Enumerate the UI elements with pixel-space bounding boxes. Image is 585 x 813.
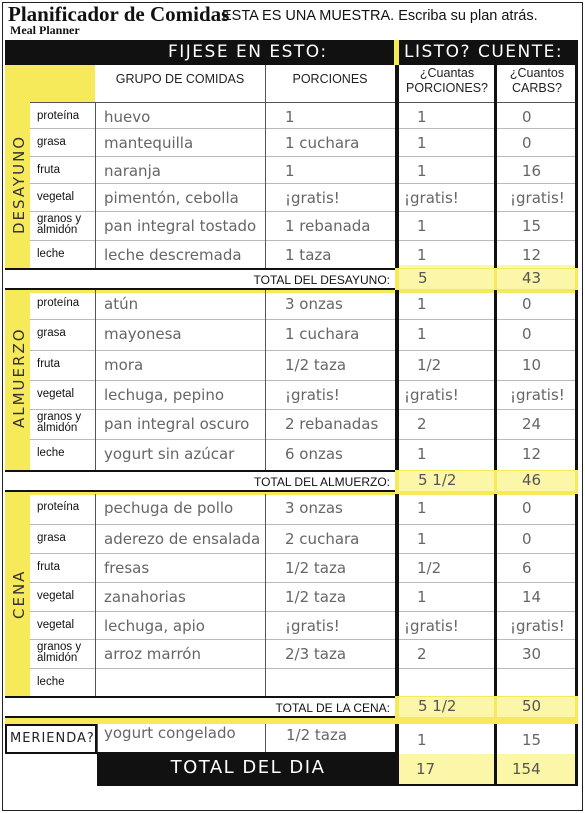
carbs-cell: 12: [522, 445, 542, 463]
servings-cell: 1: [417, 530, 427, 548]
carbs-cell: 30: [522, 645, 542, 663]
header-divider-5: [575, 65, 578, 103]
desayuno-divider-4: [494, 103, 497, 268]
day-total-servings: 17: [416, 760, 436, 778]
almuerzo-divider-4: [494, 290, 497, 470]
food-cell: pan integral tostado: [104, 217, 257, 235]
listo-heading: LISTO? CUENTE:: [404, 42, 564, 62]
portion-cell: 1/2 taza: [285, 559, 347, 577]
desayuno-right-border: [575, 103, 578, 268]
portion-cell: ¡gratis!: [285, 617, 340, 635]
servings-cell: 2: [417, 415, 427, 433]
cuantas-porciones-header: [399, 66, 495, 96]
servings-cell: ¡gratis!: [404, 189, 459, 207]
carbs-cell: 12: [522, 246, 542, 264]
cuantas-line2: PORCIONES?: [406, 81, 488, 95]
category-label: proteína: [37, 297, 80, 309]
almuerzo-divider-3: [395, 290, 399, 470]
food-cell: pechuga de pollo: [104, 499, 234, 517]
servings-cell: 2: [417, 645, 427, 663]
food-cell: pimentón, cebolla: [104, 189, 239, 207]
group-column-header: GRUPO DE COMIDAS: [115, 72, 245, 86]
portion-cell: 3 onzas: [285, 499, 343, 517]
snack-label: MERIENDA?: [10, 731, 95, 746]
day-total-divider-c: [575, 752, 578, 786]
category-label: leche: [37, 676, 65, 688]
cena-right-border: [575, 494, 578, 696]
day-total-carbs: 154: [512, 760, 541, 778]
cena-total-carbs: 50: [522, 697, 542, 715]
portion-cell: 1/2 taza: [285, 356, 347, 374]
fijese-heading: FIJESE EN ESTO:: [168, 42, 328, 62]
food-cell: aderezo de ensalada: [104, 530, 261, 548]
category-label: grasa: [37, 327, 66, 339]
snack-carbs: 15: [522, 731, 542, 749]
desayuno-divider-1: [95, 103, 96, 268]
almuerzo-divider-1: [95, 290, 96, 470]
portion-cell: 2 cuchara: [285, 530, 360, 548]
food-cell: mayonesa: [104, 325, 182, 343]
portion-cell: 1: [285, 162, 295, 180]
portion-cell: ¡gratis!: [285, 189, 340, 207]
almuerzo-gap: [5, 492, 578, 495]
day-total-servings-box: [399, 754, 494, 784]
carbs-cell: ¡gratis!: [510, 617, 565, 635]
servings-cell: ¡gratis!: [404, 617, 459, 635]
portion-cell: 3 onzas: [285, 295, 343, 313]
category-label: fruta: [37, 358, 61, 370]
servings-cell: 1: [417, 162, 427, 180]
servings-cell: 1: [417, 295, 427, 313]
category-label: granos y almidón: [37, 641, 82, 664]
category-label: leche: [37, 447, 65, 459]
portion-cell: 1 cuchara: [285, 325, 360, 343]
carbs-cell: 0: [522, 325, 532, 343]
snack-servings: 1: [417, 731, 427, 749]
category-label: proteína: [37, 501, 80, 513]
cena-total-label: TOTAL DE LA CENA:: [275, 701, 390, 715]
page-subtitle: ESTA ES UNA MUESTRA. Escriba su plan atrás.: [222, 8, 538, 24]
day-total-bottom: [397, 784, 578, 786]
food-cell: fresas: [104, 559, 150, 577]
portions-column-header: PORCIONES: [292, 72, 368, 86]
category-label: vegetal: [37, 590, 75, 602]
food-cell: pan integral oscuro: [104, 415, 250, 433]
servings-cell: 1: [417, 325, 427, 343]
carbs-cell: ¡gratis!: [510, 189, 565, 207]
header-divider-4: [494, 65, 497, 103]
category-label: granos y almidón: [37, 213, 82, 236]
food-cell: zanahorias: [104, 588, 186, 606]
cuantos-line2: CARBS?: [511, 81, 563, 95]
category-label: vegetal: [37, 619, 75, 631]
servings-cell: 1/2: [417, 559, 442, 577]
carbs-cell: 14: [522, 588, 542, 606]
cena-divider-3: [395, 494, 399, 696]
portion-cell: 1 rebanada: [285, 217, 371, 235]
food-cell: huevo: [104, 108, 151, 126]
day-total-label: TOTAL DEL DIA: [170, 757, 326, 778]
food-cell: mantequilla: [104, 134, 194, 152]
almuerzo-label: ALMUERZO: [10, 327, 28, 428]
portion-cell: 6 onzas: [285, 445, 343, 463]
desayuno-total-carbs: 43: [522, 269, 542, 287]
servings-cell: 1/2: [417, 356, 442, 374]
carbs-cell: 0: [522, 108, 532, 126]
cena-label: CENA: [10, 569, 28, 619]
cena-divider-1: [95, 494, 96, 696]
carbs-cell: 24: [522, 415, 542, 433]
food-cell: yogurt sin azúcar: [104, 445, 235, 463]
desayuno-total-servings: 5: [418, 269, 428, 287]
servings-cell: 1: [417, 108, 427, 126]
snack-divider-3: [494, 724, 497, 754]
category-label: grasa: [37, 532, 66, 544]
desayuno-total-label: TOTAL DEL DESAYUNO:: [253, 273, 390, 287]
carbs-cell: 0: [522, 530, 532, 548]
category-label: leche: [37, 248, 65, 260]
snack-divider-1: [265, 724, 266, 754]
almuerzo-right-border: [575, 290, 578, 470]
page-title: Planificador de Comidas: [8, 2, 230, 26]
almuerzo-total-servings: 5 1/2: [418, 471, 457, 489]
desayuno-gap: [5, 290, 578, 293]
desayuno-divider-3: [395, 103, 399, 268]
carbs-cell: 0: [522, 295, 532, 313]
header-divider-3: [395, 65, 399, 103]
day-total-divider-b: [494, 752, 497, 786]
category-label: vegetal: [37, 388, 75, 400]
food-cell: leche descremada: [104, 246, 242, 264]
desayuno-label: DESAYUNO: [10, 134, 28, 234]
carbs-cell: ¡gratis!: [510, 386, 565, 404]
category-label: grasa: [37, 136, 66, 148]
carbs-cell: 6: [522, 559, 532, 577]
food-cell: atún: [104, 295, 139, 313]
portion-cell: 1 cuchara: [285, 134, 360, 152]
almuerzo-total-label: TOTAL DEL ALMUERZO:: [253, 475, 390, 489]
almuerzo-divider-2: [265, 290, 266, 470]
header-divider-2: [265, 65, 266, 103]
cena-total-servings: 5 1/2: [418, 697, 457, 715]
desayuno-total-servings-box: [399, 269, 494, 289]
almuerzo-total-carbs: 46: [522, 471, 542, 489]
carbs-cell: 10: [522, 356, 542, 374]
desayuno-divider-2: [265, 103, 266, 268]
carbs-cell: 0: [522, 499, 532, 517]
snack-divider-2: [395, 724, 399, 754]
servings-cell: 1: [417, 134, 427, 152]
category-label: fruta: [37, 164, 61, 176]
servings-cell: 1: [417, 246, 427, 264]
food-cell: naranja: [104, 162, 161, 180]
cuantas-line1: ¿Cuantas: [419, 66, 475, 80]
snack-food: yogurt congelado: [104, 724, 236, 742]
column-header-corner: [5, 65, 95, 103]
servings-cell: 1: [417, 445, 427, 463]
portion-cell: 2 rebanadas: [285, 415, 379, 433]
carbs-cell: 16: [522, 162, 542, 180]
food-cell: lechuga, pepino: [104, 386, 225, 404]
snack-divider-4: [575, 724, 578, 754]
meal-planner-label: Meal Planner: [10, 23, 80, 37]
portion-cell: ¡gratis!: [285, 386, 340, 404]
portion-cell: 1 taza: [285, 246, 332, 264]
cuantos-line1: ¿Cuantos: [509, 66, 565, 80]
header-divider: [394, 40, 399, 65]
food-cell: arroz marrón: [104, 645, 201, 663]
portion-cell: 1: [285, 108, 295, 126]
servings-cell: 1: [417, 499, 427, 517]
cuantos-carbs-header: [497, 66, 577, 96]
category-label: proteína: [37, 110, 80, 122]
food-cell: lechuga, apio: [104, 617, 205, 635]
carbs-cell: 15: [522, 217, 542, 235]
cena-divider-4: [494, 494, 497, 696]
category-label: fruta: [37, 561, 61, 573]
portion-cell: 2/3 taza: [285, 645, 347, 663]
carbs-cell: 0: [522, 134, 532, 152]
category-label: vegetal: [37, 191, 75, 203]
snack-divider-0: [97, 724, 98, 754]
day-total-divider-a: [397, 752, 399, 786]
food-cell: mora: [104, 356, 144, 374]
snack-portion: 1/2 taza: [286, 726, 348, 744]
servings-cell: ¡gratis!: [404, 386, 459, 404]
servings-cell: 1: [417, 588, 427, 606]
category-label: granos y almidón: [37, 411, 82, 434]
servings-cell: 1: [417, 217, 427, 235]
cena-divider-2: [265, 494, 266, 696]
portion-cell: 1/2 taza: [285, 588, 347, 606]
